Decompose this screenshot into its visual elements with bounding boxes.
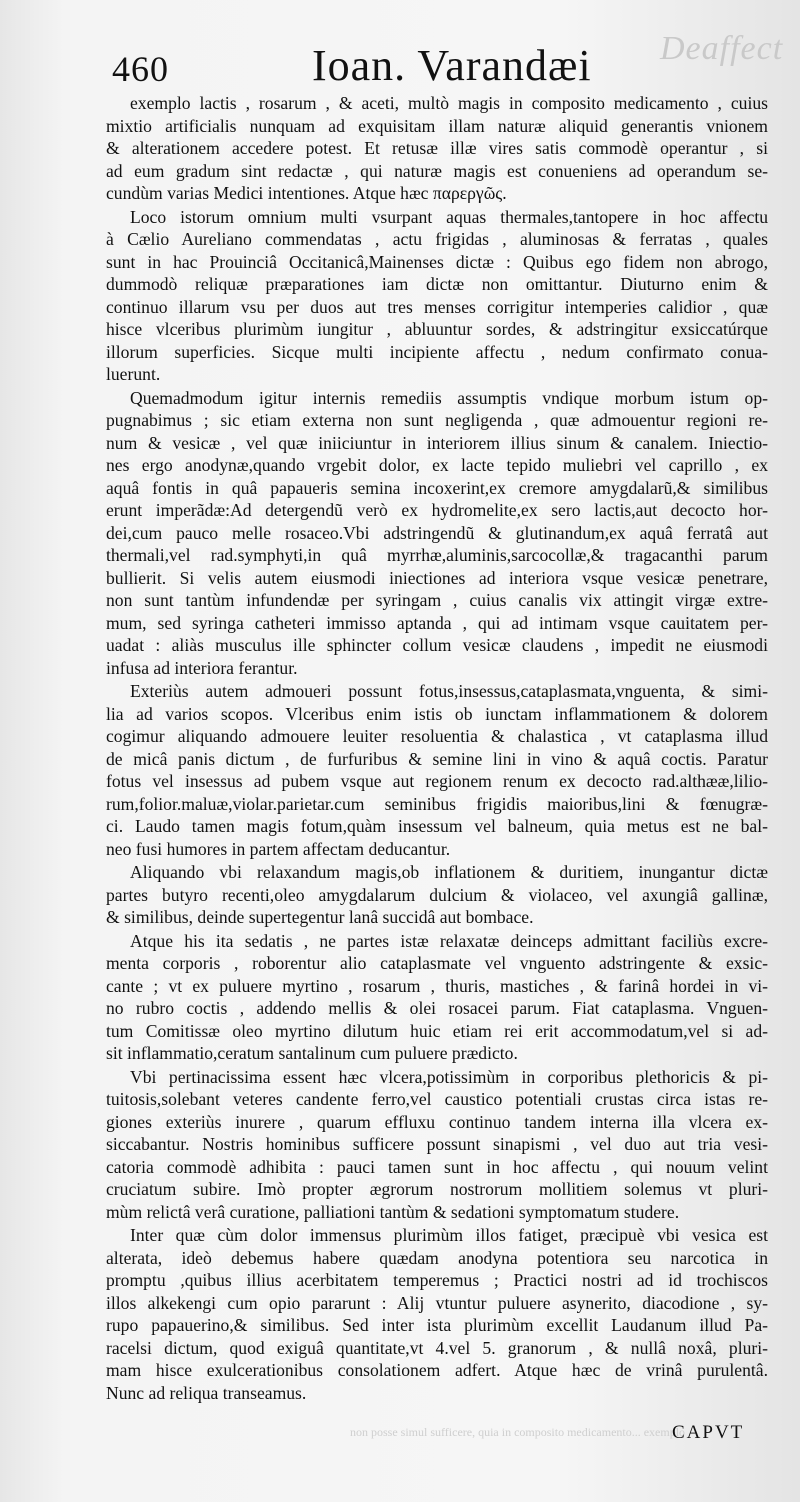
text-line: mùm relictâ verâ curatione, palliationi tantùm & sedationi symptomatum studere. [106,1201,680,1222]
text-line: Vbi pertinacissima essent hæc vlcera,potissimùm in corporibus plethoricis & pi- [130,1066,768,1087]
paragraph [106,92,768,205]
text-line: promptu ,quibus illius acerbitatem temperemus ; Practici nostri ad id trochiscos [106,1270,768,1290]
text-line: cundùm varias Medici intentiones. Atque hæc παρεργῶς. [106,183,507,203]
body-text [106,92,768,1405]
paragraph [106,206,768,386]
text-line: continuo illarum vsu per duos aut tres menses corrigitur intemperies calidior , quæ [106,296,768,317]
text-line: partes butyro recenti,oleo amygdalarum dulcium & violaceo, vel axungiâ gallinæ, [106,884,768,905]
paragraph [106,861,768,929]
text-line: tum Comitissæ oleo myrtino dilutum huic etiam rei erit accommodatum,vel si ad- [106,1020,768,1041]
page-header [112,40,752,100]
text-line: thermali,vel rad.symphyti,in quâ myrrhæ,aluminis,sarcocollæ,& tragacanthi parum [106,545,768,565]
text-line: neo fusi humores in partem affectam deducantur. [106,838,451,859]
text-line: erunt imperãdæ:Ad detergendũ verò ex hydromelite,ex sero lactis,aut decocto hor- [106,500,768,520]
text-line: alterata, ideò debemus habere quædam anodyna potentiora seu narcotica in [106,1247,768,1268]
text-line: lia ad varios scopos. Vlceribus enim istis ob iunctam inflammationem & dolorem [106,703,768,724]
text-line: mixtio artificialis nunquam ad exquisitam illam naturæ aliquid generantis vnionem [106,115,768,136]
text-line: sit inflammatio,ceratum santalinum cum puluere prædicto. [106,1043,518,1063]
text-line: non sunt tantùm infundendæ per syringam , cuius canalis vix attingit virgæ extre- [106,590,768,610]
text-line: Nunc ad reliqua transeamus. [106,1382,307,1403]
text-line: racelsi dictum, quod exiguâ quantitate,vt 4.vel 5. granorum , & nullâ noxâ, pluri- [106,1337,768,1358]
text-line: no rubro coctis , addendo mellis & olei rosacei parum. Fiat cataplasma. Vnguen- [106,998,768,1018]
paragraph [106,680,768,860]
text-line: uadat : aliàs musculus ille sphincter collum vesicæ claudens , impedit ne eiusmodi [106,635,768,655]
running-title: Ioan. Varandæi [312,41,592,90]
text-line: & similibus, deinde supertegentur lanâ succidâ aut bombace. [106,907,534,927]
text-line: rupo papauerino,& similibus. Sed inter ista plurimùm excellit Laudanum illud Pa- [106,1315,768,1335]
paragraph [106,1066,768,1224]
text-line: num & vesicæ , vel quæ iniiciuntur in interiorem illius sinum & canalem. Iniectio- [106,432,768,453]
text-line: Exteriùs autem admoueri possunt fotus,insessus,cataplasmata,vnguenta, & simi- [130,681,768,701]
text-line: aquâ fontis in quâ papaueris semina incoxerint,ex cremore amygdalarũ,& similibus [106,477,768,498]
text-line: dummodò reliquæ præparationes iam dictæ non omittantur. Diuturno enim & [106,274,768,294]
text-line: menta corporis , roborentur alio cataplasmate vel vnguento adstringente & exsic- [106,953,768,973]
text-line: pugnabimus ; sic etiam externa non sunt negligenda , quæ admouentur regioni re- [106,410,768,430]
text-line: giones exteriùs inurere , quarum effluxu continuo tandem interna illa vlcera ex- [106,1111,768,1132]
paragraph [106,387,768,680]
text-line: à Cælio Aureliano commendatas , actu frigidas , aluminosas & ferratas , quales [106,229,768,249]
text-line: dei,cum pauco melle rosaceo.Vbi adstringendũ & glutinandum,ex aquâ ferratâ aut [106,522,768,543]
text-line: illorum superficies. Sicque multi incipiente affectu , nedum confirmato conua- [106,341,768,362]
text-line: bullierit. Si velis autem eiusmodi iniectiones ad interiora vsque vesicæ penetrare, [106,567,768,588]
bleed-through-footer: non posse simul sufficere, quia in composito medicamento... exemplo [350,1425,686,1439]
text-line: mam hisce exulcerationibus consolationem adfert. Atque hæc de vrinâ purulentâ. [106,1360,768,1380]
text-line: sunt in hac Prouinciâ Occitanicâ,Mainenses dictæ : Quibus ego fidem non abrogo, [106,251,768,272]
text-line: nes ergo anodynæ,quando vrgebit dolor, ex lacte tepido muliebri vel caprillo , ex [106,455,768,475]
text-line: luerunt. [106,364,161,384]
text-line: mum, sed syringa catheteri immisso aptanda , qui ad intimam vsque cauitatem per- [106,612,768,633]
paragraph [106,1224,768,1404]
page-number: 460 [112,49,169,89]
text-line: Quemadmodum igitur internis remediis assumptis vndique morbum istum op- [130,387,768,408]
text-line: Aliquando vbi relaxandum magis,ob inflationem & duritiem, inungantur dictæ [130,862,768,882]
text-line: cruciatum subire. Imò propter ægrorum nostrorum mollitiem solemus vt pluri- [106,1179,768,1199]
text-line: Atque his ita sedatis , ne partes istæ relaxatæ deinceps admittant faciliùs excre- [130,930,768,951]
catchword: CAPVT [672,1422,745,1443]
text-line: ad eum gradum sint redactæ , qui naturæ magis est conueniens ad operandum se- [106,160,768,181]
text-line: Inter quæ cùm dolor immensus plurimùm illos fatiget, præcipuè vbi vesica est [130,1225,768,1245]
text-line: tuitosis,solebant veteres candente ferro,vel caustico potentiali crustas circa istas re- [106,1089,768,1109]
text-line: illos alkekengi cum opio pararunt : Alij vtuntur puluere asynerito, diacodione , sy- [106,1292,768,1313]
text-line: ci. Laudo tamen magis fotum,quàm insessum vel balneum, quia metus est ne bal- [106,816,768,836]
text-line: exemplo lactis , rosarum , & aceti, multò magis in composito medicamento , cuius [130,93,768,113]
text-line: infusa ad interiora ferantur. [106,657,298,678]
text-line: de micâ panis dictum , de furfuribus & semine lini in vino & aquâ coctis. Paratur [106,748,768,769]
text-line: & alterationem accedere potest. Et retusæ illæ vires satis commodè operantur , si [106,138,768,158]
text-line: hisce vlceribus plurimùm iungitur , abluuntur sordes, & adstringitur exsiccatúrque [106,319,768,339]
text-line: siccabantur. Nostris hominibus sufficere possunt sinapismi , vel duo aut tria vesi- [106,1134,768,1154]
text-line: catoria commodè adhibita : pauci tamen sunt in hoc affectu , qui nouum velint [106,1156,768,1177]
text-line: cogimur aliquando admouere leuiter resoluentia & chalastica , vt cataplasma illud [106,726,768,746]
text-line: fotus vel insessus ad pubem vsque aut regionem renum ex decocto rad.althææ,lilio- [106,771,768,791]
bleed-through-heading: Deaffect [660,30,784,67]
text-line: cante ; vt ex puluere myrtino , rosarum , thuris, mastiches , & farinâ hordei in vi- [106,975,768,996]
text-line: rum,folior.maluæ,violar.parietar.cum seminibus frigidis maioribus,lini & fœnugræ- [106,793,768,814]
paragraph [106,930,768,1065]
text-line: Loco istorum omnium multi vsurpant aquas thermales,tantopere in hoc affectu [130,206,768,227]
